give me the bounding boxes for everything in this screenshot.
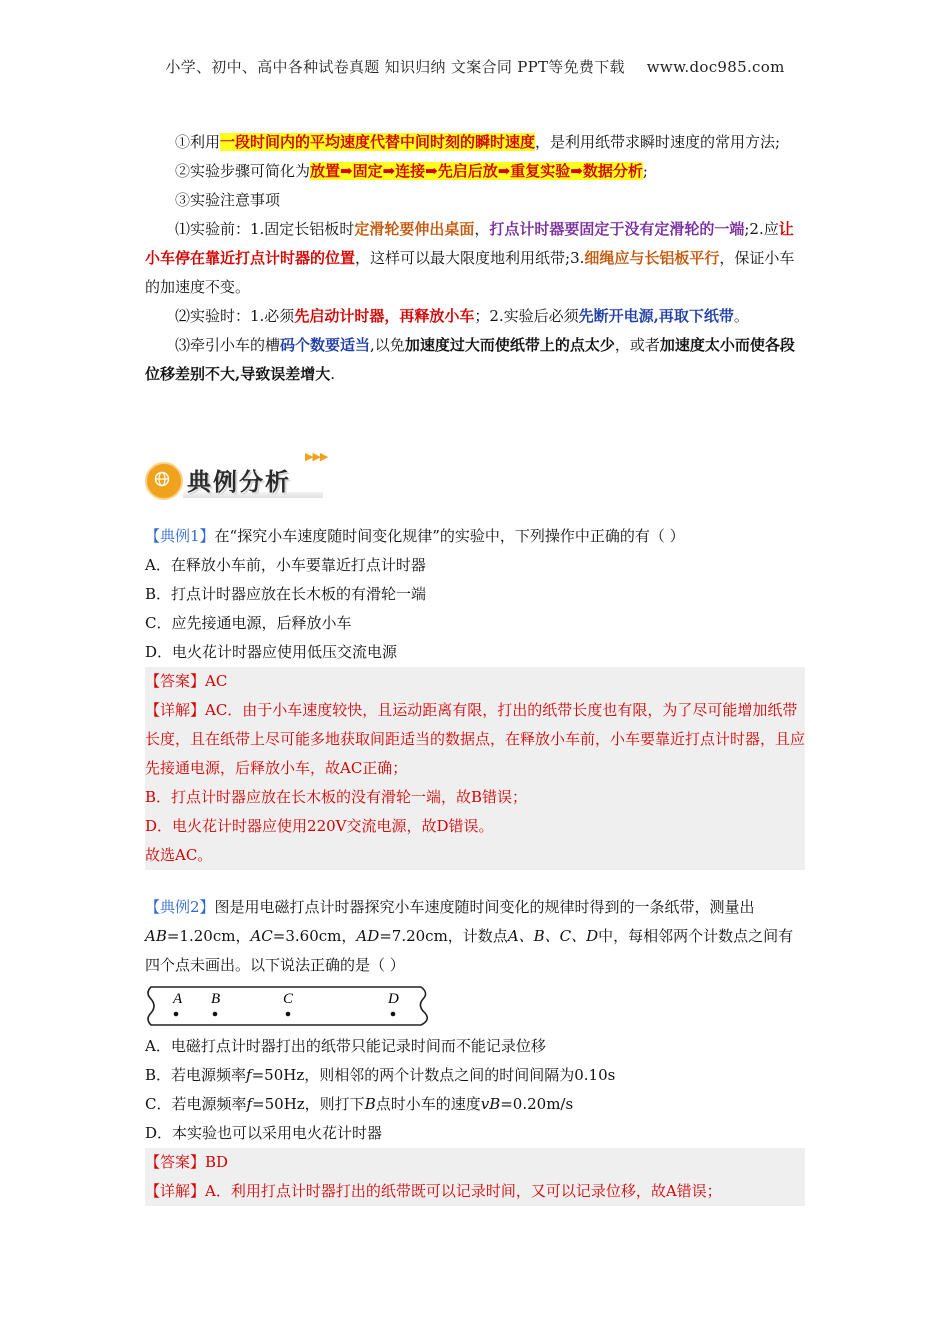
- note-5: ⑵实验时：1.必须先启动计时器，再释放小车；2.实验后必须先断开电源,再取下纸带。: [175, 307, 749, 325]
- example-1-answer: 【答案】AC: [145, 672, 228, 690]
- tape-label-b: B: [211, 991, 221, 1007]
- example-2-tag: 【典例2】: [145, 898, 215, 916]
- example-2-options: [145, 1032, 805, 1206]
- page-header: [0, 56, 950, 77]
- banner-title: 典例分析: [187, 467, 291, 496]
- paper-tape-figure: [145, 983, 435, 1029]
- tape-label-a: A: [173, 991, 183, 1007]
- example-1: [145, 522, 805, 870]
- example-1-option-a: A．在释放小车前，小车要靠近打点计时器: [145, 556, 426, 574]
- tape-point-c: [286, 1012, 291, 1017]
- example-1-tag: 【典例1】: [145, 527, 215, 545]
- tape-point-a: [174, 1012, 179, 1017]
- note-1: ①利用一段时间内的平均速度代替中间时刻的瞬时速度，是利用纸带求瞬时速度的常用方法;: [175, 133, 781, 151]
- example-2-question: 【典例2】图是用电磁打点计时器探究小车速度随时间变化的规律时得到的一条纸带，测量出AB=1.20cm，AC=3.60cm，AD=7.20cm，计数点A、B、C、D中，每相邻两个计数点之间有四个点未画出。以下说法正确的是（ ）: [145, 898, 794, 974]
- globe-icon: [154, 471, 170, 487]
- section-banner: [145, 450, 328, 498]
- tape-point-b: [213, 1012, 218, 1017]
- notes-section: [145, 128, 805, 389]
- example-1-detail-3: D．电火花计时器应使用220V交流电源，故D错误。: [145, 817, 494, 835]
- tape-point-d: [391, 1012, 396, 1017]
- note-3: ③实验注意事项: [175, 191, 281, 209]
- note-6: ⑶牵引小车的槽码个数要适当,以免加速度过大而使纸带上的点太少，或者加速度太小而使各段位移差别不大,导致误差增大.: [145, 336, 795, 383]
- header-text: 小学、初中、高中各种试卷真题 知识归纳 文案合同 PPT等免费下载: [165, 58, 625, 76]
- example-2-detail-1: 【详解】A．利用打点计时器打出的纸带既可以记录时间，又可以记录位移，故A错误；: [145, 1182, 722, 1200]
- example-2-option-d: D．本实验也可以采用电火花计时器: [145, 1124, 383, 1142]
- example-2: [145, 893, 805, 980]
- note-4: ⑴实验前：1.固定长铝板时定滑轮要伸出桌面，打点计时器要固定于没有定滑轮的一端;2.应让小车停在靠近打点计时器的位置，这样可以最大限度地利用纸带;3.细绳应与长铝板平行，保证小车的加速度不变。: [145, 220, 795, 296]
- header-site[interactable]: www.doc985.com: [646, 58, 785, 76]
- example-1-detail-1: 【详解】AC．由于小车速度较快，且运动距离有限，打出的纸带长度也有限，为了尽可能增加纸带长度，且在纸带上尽可能多地获取间距适当的数据点，在释放小车前，小车要靠近打点计时器，且应先接通电源，后释放小车，故AC正确；: [145, 701, 806, 777]
- tape-label-c: C: [283, 991, 294, 1007]
- example-1-detail-4: 故选AC。: [145, 846, 213, 864]
- example-2-answer-box: [145, 1148, 805, 1206]
- example-2-answer: 【答案】BD: [145, 1153, 229, 1171]
- example-2-option-b: B．若电源频率f=50Hz，则相邻的两个计数点之间的时间间隔为0.10s: [145, 1066, 616, 1084]
- tape-label-d: D: [388, 991, 399, 1007]
- example-1-option-b: B．打点计时器应放在长木板的有滑轮一端: [145, 585, 427, 603]
- example-1-question: 【典例1】在“探究小车速度随时间变化规律”的实验中，下列操作中正确的有（ ）: [145, 527, 685, 545]
- banner-arrows: ▶▶▶: [305, 450, 328, 463]
- example-1-option-d: D．电火花计时器应使用低压交流电源: [145, 643, 398, 661]
- note-2: ②实验步骤可简化为放置➡固定➡连接➡先启后放➡重复实验➡数据分析;: [175, 162, 648, 180]
- example-1-detail-2: B．打点计时器应放在长木板的没有滑轮一端，故B错误；: [145, 788, 528, 806]
- example-2-option-a: A．电磁打点计时器打出的纸带只能记录时间而不能记录位移: [145, 1037, 546, 1055]
- example-2-option-c: C．若电源频率f=50Hz，则打下B点时小车的速度vB=0.20m/s: [145, 1095, 574, 1113]
- example-1-answer-box: [145, 667, 805, 870]
- example-1-option-c: C．应先接通电源，后释放小车: [145, 614, 352, 632]
